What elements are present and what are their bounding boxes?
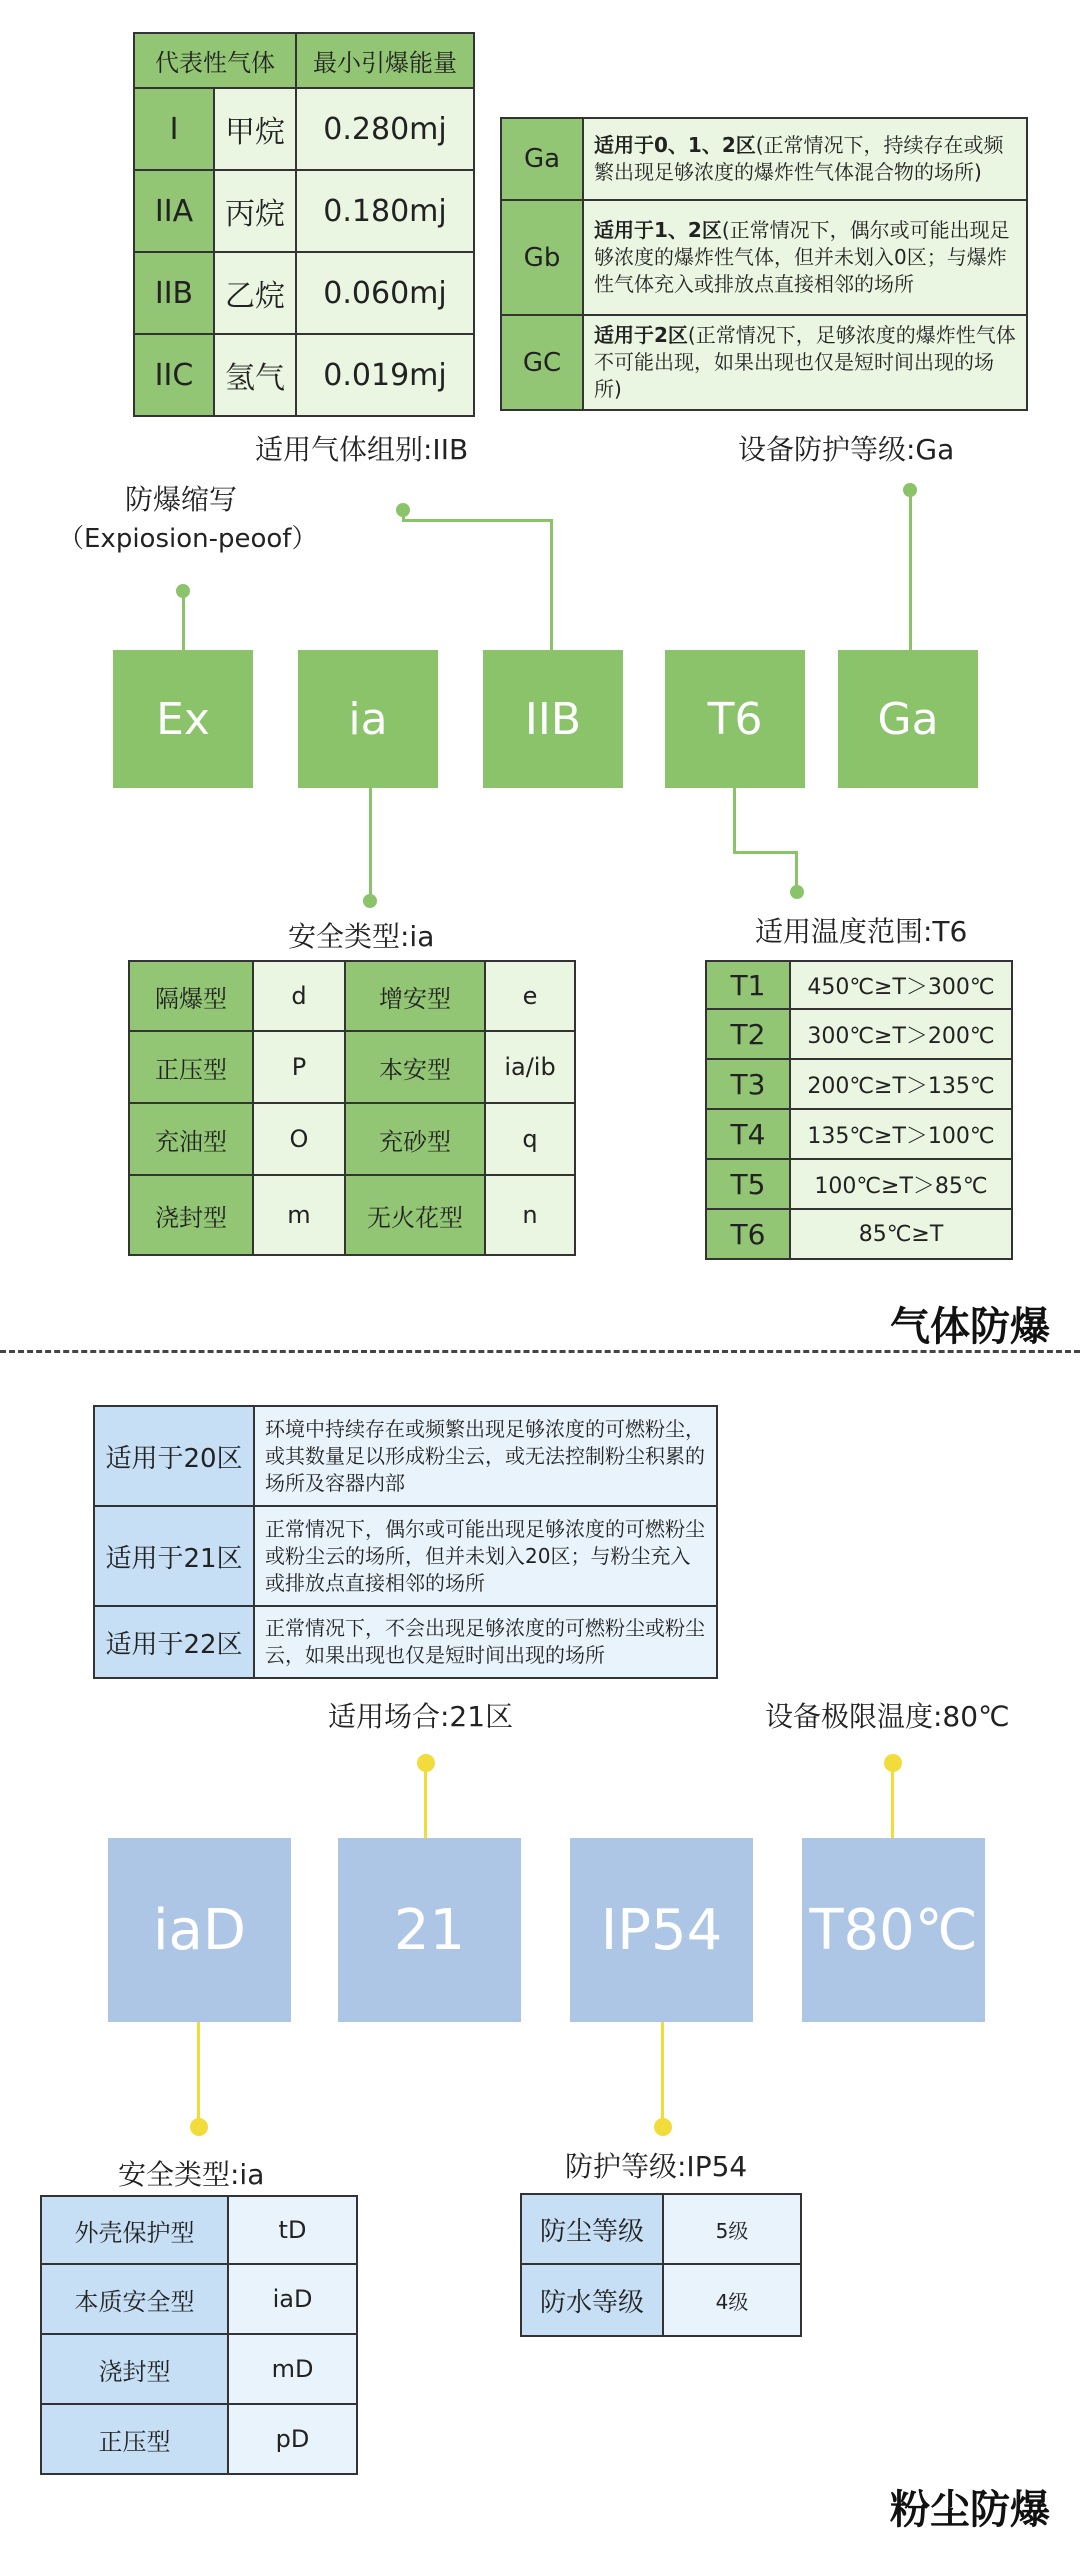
level-zone: 适用于0、1、2区: [594, 133, 756, 157]
marking-box-iad: iaD: [108, 1838, 291, 2022]
type-name: 隔爆型: [129, 961, 253, 1031]
connector-dot: [363, 894, 377, 908]
temp-range: 100℃≥T＞85℃: [790, 1159, 1012, 1209]
type-name: 外壳保护型: [41, 2196, 228, 2264]
connector-dot: [790, 885, 804, 899]
table-row: [521, 2194, 801, 2264]
type-name: 本质安全型: [41, 2264, 228, 2334]
group-cell: I: [134, 88, 214, 170]
temp-range: 450℃≥T＞300℃: [790, 961, 1012, 1009]
table-row: [706, 1209, 1012, 1259]
table-row: [134, 252, 474, 334]
level-code: Ga: [501, 118, 583, 200]
marking-box-ex: Ex: [113, 650, 253, 788]
type-code: m: [253, 1175, 345, 1255]
ip-level-label: 防护等级:IP54: [565, 2150, 748, 2183]
zone-label: 适用于22区: [94, 1606, 254, 1678]
type-code: P: [253, 1031, 345, 1103]
marking-box-ip54: IP54: [570, 1838, 753, 2022]
connector-line: [891, 1770, 894, 1838]
type-name: 正压型: [41, 2404, 228, 2474]
table-row: [41, 2404, 357, 2474]
type-name: 无火花型: [345, 1175, 485, 1255]
group-cell: IIA: [134, 170, 214, 252]
ip-name: 防水等级: [521, 2264, 663, 2336]
connector-dot: [190, 2118, 208, 2136]
temp-class: T3: [706, 1059, 790, 1109]
temp-range: 200℃≥T＞135℃: [790, 1059, 1012, 1109]
type-code: tD: [228, 2196, 357, 2264]
table-row: [706, 1059, 1012, 1109]
table-row: [134, 88, 474, 170]
energy-cell: 0.280mj: [296, 88, 474, 170]
temp-class: T5: [706, 1159, 790, 1209]
gas-cell: 氢气: [214, 334, 296, 416]
table-row: [134, 334, 474, 416]
connector-line: [909, 490, 912, 650]
zone-label: 适用于21区: [94, 1506, 254, 1606]
gas-group-table: [133, 32, 475, 417]
table-row: [41, 2334, 357, 2404]
ip-table: [520, 2193, 802, 2337]
type-name: 充油型: [129, 1103, 253, 1175]
safety-type-table: [128, 960, 576, 1256]
temp-range-label: 适用温度范围:T6: [755, 915, 968, 948]
temp-class: T2: [706, 1009, 790, 1059]
table-row: [501, 118, 1027, 200]
abbr-en-label: （Expiosion-peoof）: [58, 524, 318, 554]
temp-range: 135℃≥T＞100℃: [790, 1109, 1012, 1159]
type-code: e: [485, 961, 575, 1031]
connector-line: [402, 519, 552, 522]
level-zone: 适用于2区: [594, 323, 688, 347]
connector-line: [197, 2022, 200, 2122]
table-row: [501, 315, 1027, 410]
energy-cell: 0.060mj: [296, 252, 474, 334]
temp-class: T6: [706, 1209, 790, 1259]
level-text: (正常情况下，偶尔或可能出现足够浓度的爆炸性气体，但并未划入0区；与爆炸性气体充入或排放点直接相邻的场所: [594, 218, 1010, 296]
zone-desc: 正常情况下，偶尔或可能出现足够浓度的可燃粉尘或粉尘云的场所，但并未划入20区；与粉尘充入或排放点直接相邻的场所: [254, 1506, 717, 1606]
connector-line: [733, 851, 797, 854]
type-code: iaD: [228, 2264, 357, 2334]
level-desc: [583, 200, 1027, 315]
table-row: [501, 200, 1027, 315]
level-text: (正常情况下，持续存在或频繁出现足够浓度的爆炸性气体混合物的场所): [594, 133, 1004, 184]
zone-label: 适用场合:21区: [328, 1700, 514, 1733]
table-row: [129, 961, 575, 1031]
zone-desc: 环境中持续存在或频繁出现足够浓度的可燃粉尘，或其数量足以形成粉尘云，或无法控制粉尘积累的场所及容器内部: [254, 1406, 717, 1506]
table-row: [706, 1159, 1012, 1209]
table-row: [706, 1109, 1012, 1159]
table-row: [129, 1103, 575, 1175]
connector-dot: [654, 2118, 672, 2136]
abbr-label: 防爆缩写: [125, 483, 238, 516]
level-desc: [583, 315, 1027, 410]
marking-box-t80: T80℃: [802, 1838, 985, 2022]
table-row: [41, 2196, 357, 2264]
level-desc: [583, 118, 1027, 200]
connector-line: [550, 519, 553, 650]
temp-range: 85℃≥T: [790, 1209, 1012, 1259]
ip-level: 5级: [663, 2194, 801, 2264]
level-code: GC: [501, 315, 583, 410]
type-name: 充砂型: [345, 1103, 485, 1175]
section-title-gas: 气体防爆: [890, 1304, 1050, 1350]
dust-safety-label: 安全类型:ia: [118, 2158, 265, 2191]
table-row: [706, 1009, 1012, 1059]
gas-cell: 甲烷: [214, 88, 296, 170]
type-code: ia/ib: [485, 1031, 575, 1103]
level-zone: 适用于1、2区: [594, 218, 722, 242]
zone-label: 适用于20区: [94, 1406, 254, 1506]
marking-box-ga: Ga: [838, 650, 978, 788]
type-code: mD: [228, 2334, 357, 2404]
table-row: [41, 2264, 357, 2334]
protection-level-label: 设备防护等级:Ga: [738, 433, 955, 466]
ip-name: 防尘等级: [521, 2194, 663, 2264]
gas-group-label: 适用气体组别:IIB: [255, 433, 469, 466]
group-cell: IIB: [134, 252, 214, 334]
type-name: 正压型: [129, 1031, 253, 1103]
table-row: [129, 1175, 575, 1255]
type-code: n: [485, 1175, 575, 1255]
marking-box-t6: T6: [665, 650, 805, 788]
temp-class: T4: [706, 1109, 790, 1159]
marking-box-21: 21: [338, 1838, 521, 2022]
protection-level-table: [500, 117, 1028, 411]
dust-zone-table: [93, 1405, 718, 1679]
connector-line: [661, 2022, 664, 2122]
max-temp-label: 设备极限温度:80℃: [765, 1700, 1010, 1733]
marking-box-iib: IIB: [483, 650, 623, 788]
table-row: [94, 1606, 717, 1678]
gas-cell: 丙烷: [214, 170, 296, 252]
temp-class: T1: [706, 961, 790, 1009]
header-gas: 代表性气体: [134, 33, 296, 88]
temp-class-table: [705, 960, 1013, 1260]
ip-level: 4级: [663, 2264, 801, 2336]
type-code: q: [485, 1103, 575, 1175]
table-row: [94, 1406, 717, 1506]
type-code: O: [253, 1103, 345, 1175]
table-row: [94, 1506, 717, 1606]
connector-line: [369, 788, 372, 900]
level-code: Gb: [501, 200, 583, 315]
header-energy: 最小引爆能量: [296, 33, 474, 88]
zone-desc: 正常情况下，不会出现足够浓度的可燃粉尘或粉尘云，如果出现也仅是短时间出现的场所: [254, 1606, 717, 1678]
type-name: 本安型: [345, 1031, 485, 1103]
type-code: d: [253, 961, 345, 1031]
connector-line: [733, 788, 736, 853]
safety-type-label: 安全类型:ia: [288, 920, 435, 953]
temp-range: 300℃≥T＞200℃: [790, 1009, 1012, 1059]
type-code: pD: [228, 2404, 357, 2474]
section-divider: [0, 1350, 1080, 1353]
section-title-dust: 粉尘防爆: [890, 2487, 1050, 2533]
table-row: [706, 961, 1012, 1009]
dust-safety-table: [40, 2195, 358, 2475]
table-row: [129, 1031, 575, 1103]
energy-cell: 0.019mj: [296, 334, 474, 416]
level-text: (正常情况下，足够浓度的爆炸性气体不可能出现，如果出现也仅是短时间出现的场所): [594, 323, 1016, 401]
energy-cell: 0.180mj: [296, 170, 474, 252]
gas-cell: 乙烷: [214, 252, 296, 334]
connector-line: [182, 590, 185, 650]
group-cell: IIC: [134, 334, 214, 416]
marking-box-ia: ia: [298, 650, 438, 788]
connector-line: [424, 1770, 427, 1838]
type-name: 增安型: [345, 961, 485, 1031]
connector-line: [795, 851, 798, 887]
type-name: 浇封型: [41, 2334, 228, 2404]
table-row: [134, 170, 474, 252]
type-name: 浇封型: [129, 1175, 253, 1255]
table-row: [521, 2264, 801, 2336]
